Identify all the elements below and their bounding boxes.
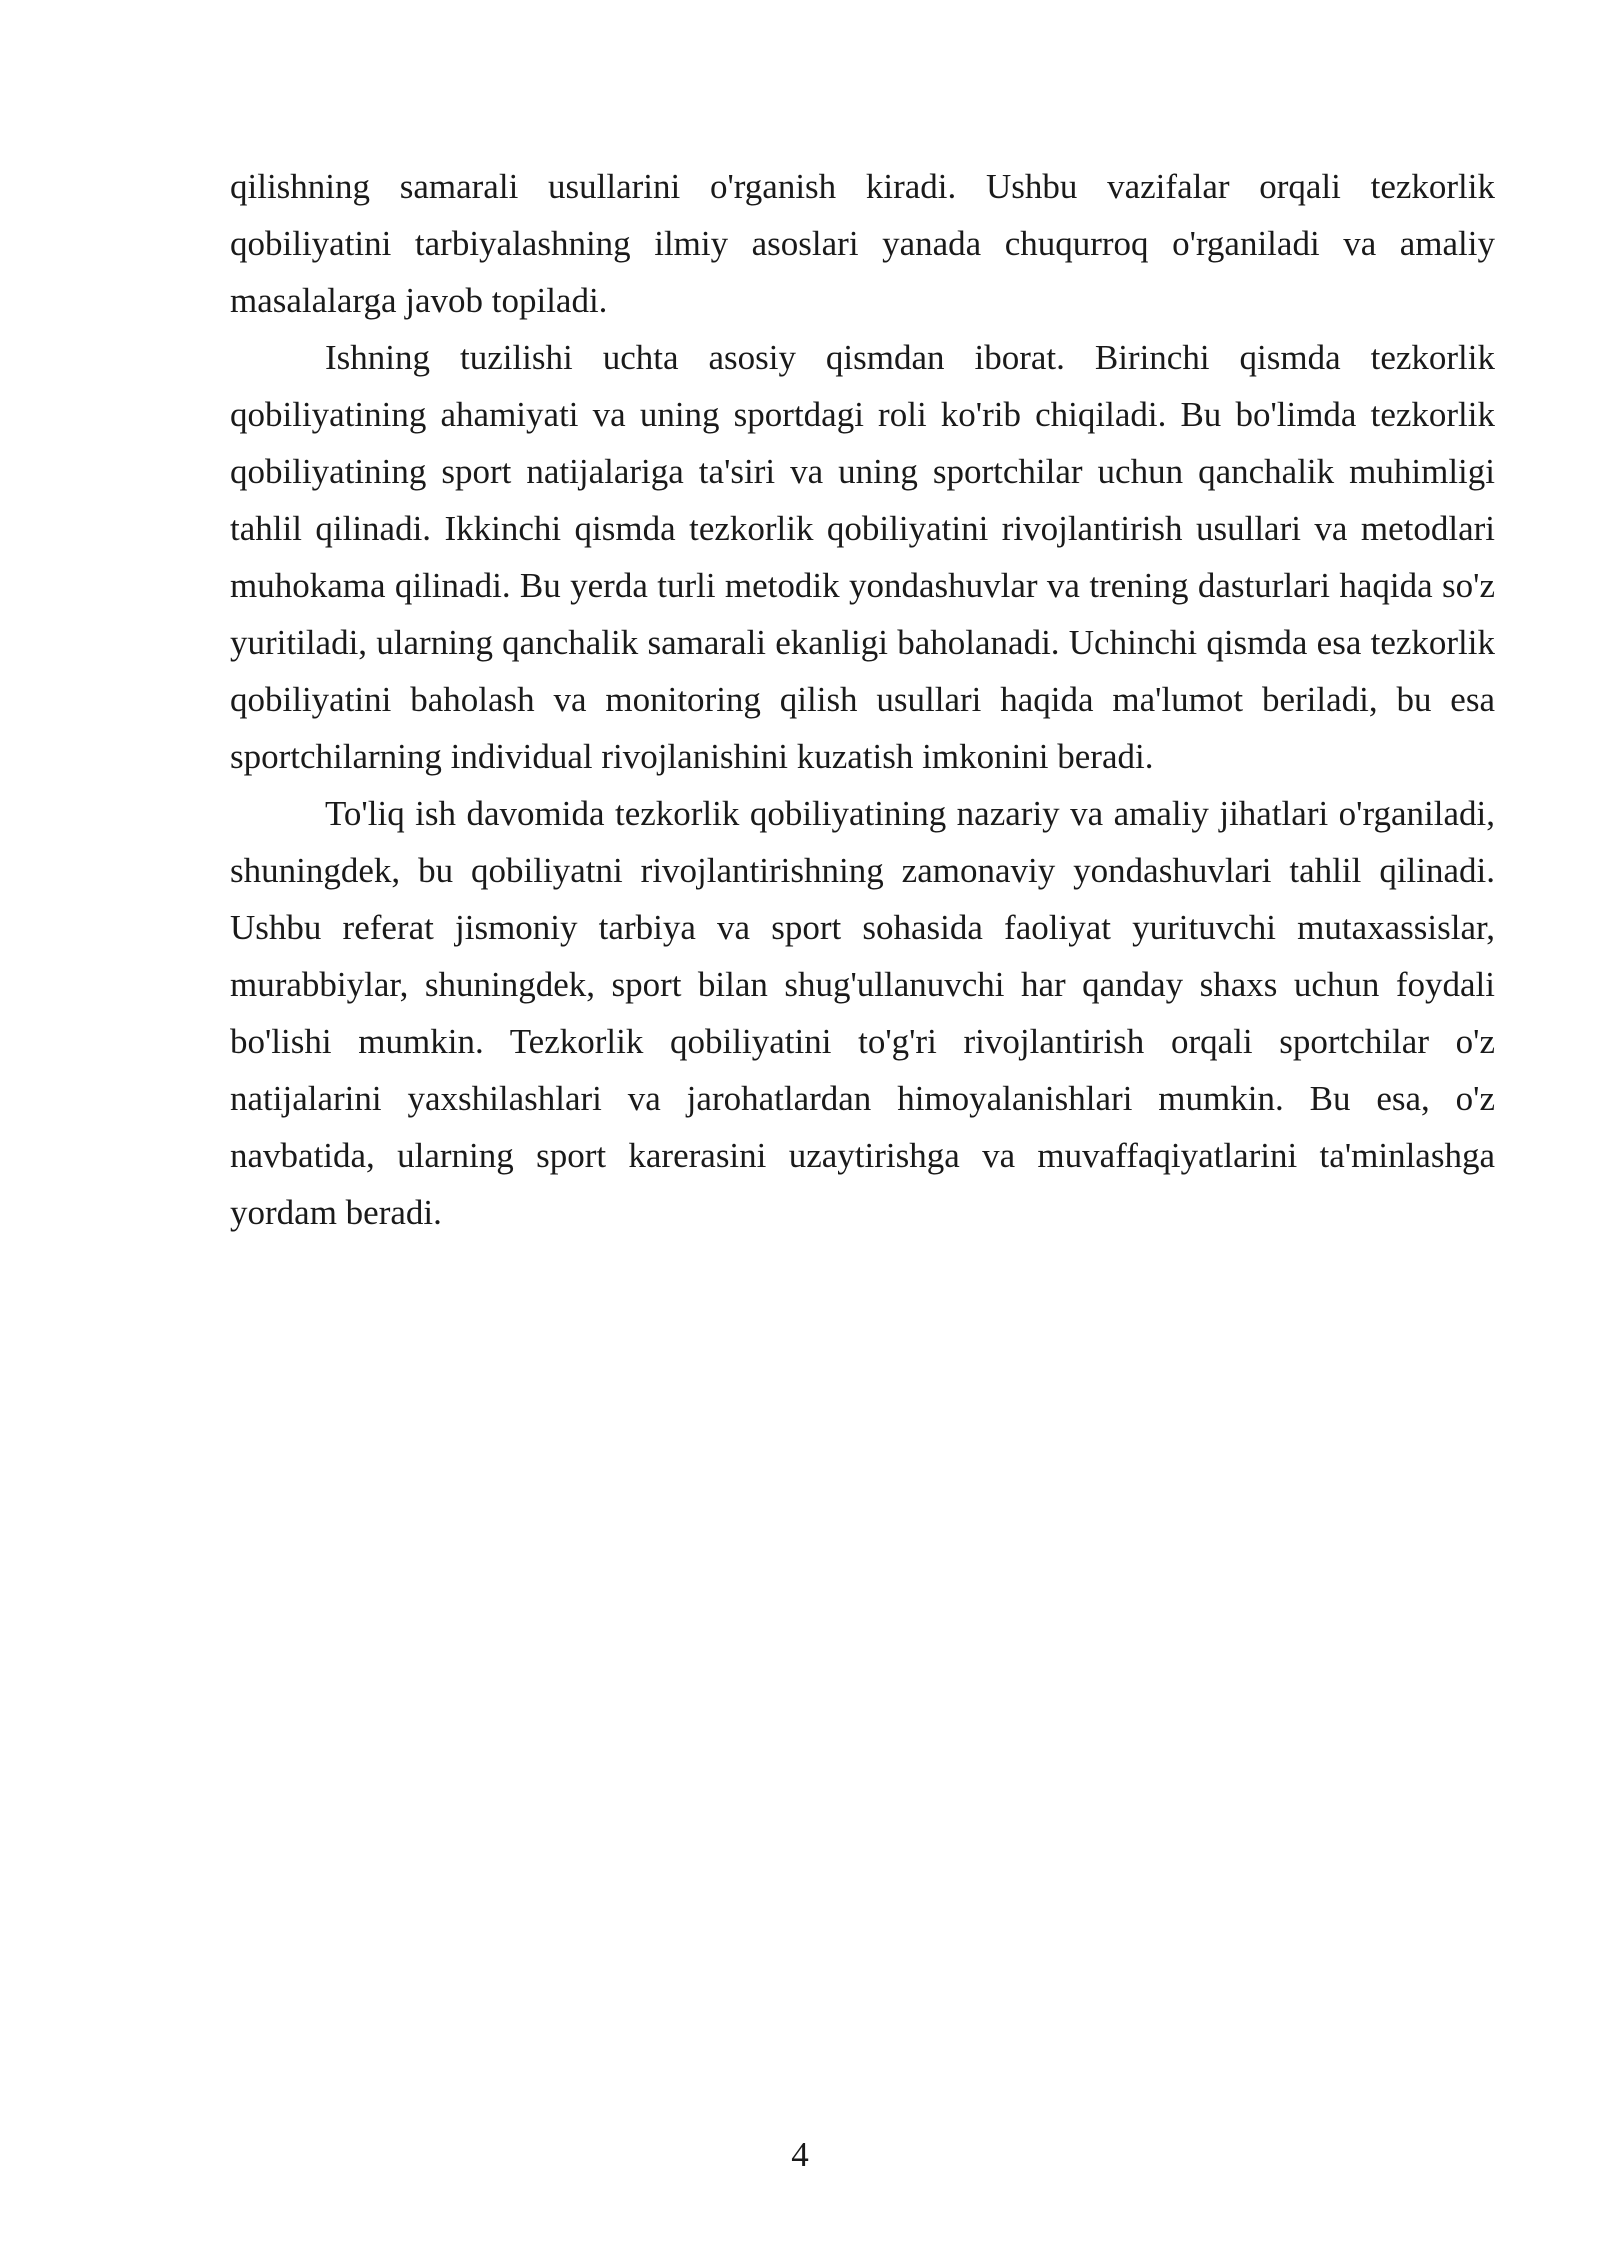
page-number: 4	[791, 2135, 809, 2174]
paragraph-continuation: qilishning samarali usullarini o'rganish kiradi. Ushbu vazifalar orqali tezkorlik qobiliyatini tarbiyalashning ilmiy asoslari yanada chuqurroq o'rganiladi va amaliy masalalarga javob topiladi.	[230, 167, 1495, 320]
paragraph-structure: Ishning tuzilishi uchta asosiy qismdan iborat. Birinchi qismda tezkorlik qobiliyatining ahamiyati va uning sportdagi roli ko'rib chiqiladi. Bu bo'limda tezkorlik qobiliyatining sport natijalariga ta'siri va uning sportchilar uchun qanchalik muhimligi tahlil qilinadi. Ikkinchi qismda tezkorlik qobiliyatini rivojlantirish usullari va metodlari muhokama qilinadi. Bu yerda turli metodik yondashuvlar va trening dasturlari haqida so'z yuritiladi, ularning qanchalik samarali ekanligi baholanadi. Uchinchi qismda esa tezkorlik qobiliyatini baholash va monitoring qilish usullari haqida ma'lumot beriladi, bu esa sportchilarning individual rivojlanishini kuzatish imkonini beradi.	[230, 338, 1495, 776]
paragraph-conclusion: To'liq ish davomida tezkorlik qobiliyatining nazariy va amaliy jihatlari o'rganiladi, shuningdek, bu qobiliyatni rivojlantirishning zamonaviy yondashuvlari tahlil qilinadi. Ushbu referat jismoniy tarbiya va sport sohasida faoliyat yurituvchi mutaxassislar, murabbiylar, shuningdek, sport bilan shug'ullanuvchi har qanday shaxs uchun foydali bo'lishi mumkin. Tezkorlik qobiliyatini to'g'ri rivojlantirish orqali sportchilar o'z natijalarini yaxshilashlari va jarohatlardan himoyalanishlari mumkin. Bu esa, o'z navbatida, ularning sport karerasini uzaytirishga va muvaffaqiyatlarini ta'minlashga yordam beradi.	[230, 794, 1495, 1232]
body-text	[230, 158, 1495, 1241]
